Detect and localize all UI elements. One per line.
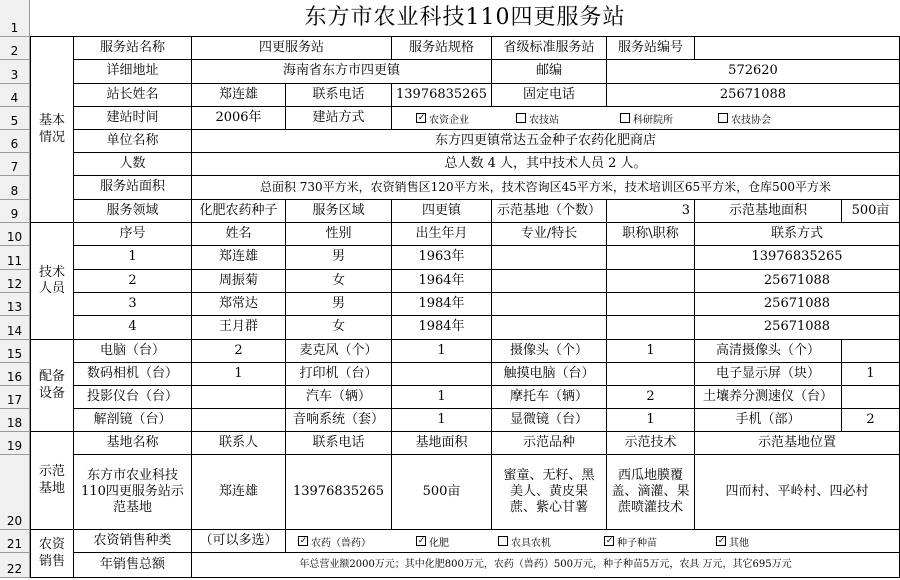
equip-label: 投影仪台（台） xyxy=(74,386,192,409)
demo-technique: 西瓜地膜覆盖、滴灌、果蔗喷灌技术 xyxy=(607,455,695,530)
sales-kind-option[interactable]: ✓ 种子种苗 xyxy=(604,534,657,548)
tech-cell: 郑常达 xyxy=(192,293,286,316)
row-number[interactable]: 5 xyxy=(0,107,30,130)
tech-cell: 4 xyxy=(74,316,192,340)
mode-option[interactable]: 农技站 xyxy=(516,111,559,125)
tech-cell xyxy=(607,316,695,340)
tech-cell: 1984年 xyxy=(392,316,492,340)
equip-value: 1 xyxy=(392,386,492,409)
checkbox[interactable] xyxy=(604,536,614,546)
station-name: 四更服务站 xyxy=(192,37,392,60)
sales-annual: 年总营业额2000万元；其中化肥800万元，农药（兽药）500万元，种子种苗5万元，农具 万元，其它695万元 xyxy=(192,553,900,578)
row-number[interactable]: 4 xyxy=(0,84,30,107)
row-number[interactable]: 10 xyxy=(0,223,30,246)
tech-cell xyxy=(492,293,607,316)
tech-header: 联系方式 xyxy=(695,223,900,246)
sales-multi: （可以多选） xyxy=(192,530,286,553)
tech-cell xyxy=(492,246,607,270)
landline-label: 固定电话 xyxy=(492,84,607,107)
tech-cell: 25671088 xyxy=(695,293,900,316)
landline: 25671088 xyxy=(607,84,900,107)
row-number[interactable]: 8 xyxy=(0,176,30,200)
tech-cell: 郑连雄 xyxy=(192,246,286,270)
section-demo: 示范 基地 xyxy=(30,432,74,530)
mode-label: 建站方式 xyxy=(286,107,392,130)
people: 总人数 4 人，其中技术人员 2 人。 xyxy=(192,153,900,176)
equip-label: 摩托车（辆） xyxy=(492,386,607,409)
demo-area-label: 示范基地面积 xyxy=(695,200,842,223)
checkbox[interactable] xyxy=(498,536,508,546)
field-label: 服务领域 xyxy=(74,200,192,223)
tech-cell: 2 xyxy=(74,270,192,293)
equip-value: 1 xyxy=(192,363,286,386)
sales-kind-option[interactable]: ✓ 农药（兽药） xyxy=(298,534,371,548)
demo-varieties: 蜜童、无籽、黑美人、黄皮果蔗、紫心甘薯 xyxy=(492,455,607,530)
row-number[interactable]: 15 xyxy=(0,340,30,363)
checkbox[interactable] xyxy=(298,536,308,546)
row-number[interactable]: 3 xyxy=(0,60,30,84)
row-number[interactable]: 22 xyxy=(0,553,30,578)
sales-kind-options xyxy=(286,530,900,553)
tech-cell: 25671088 xyxy=(695,316,900,340)
sales-kind-option[interactable]: ✓ 化肥 xyxy=(416,534,449,548)
phone-label: 联系电话 xyxy=(286,84,392,107)
postcode-label: 邮编 xyxy=(492,60,607,84)
mode-option[interactable]: 科研院所 xyxy=(620,111,673,125)
checkbox[interactable] xyxy=(620,113,630,123)
phone: 13976835265 xyxy=(392,84,492,107)
row-number[interactable]: 20 xyxy=(0,455,30,530)
tech-cell: 3 xyxy=(74,293,192,316)
row-number[interactable]: 2 xyxy=(0,37,30,60)
tech-header: 性别 xyxy=(286,223,392,246)
address-label: 详细地址 xyxy=(74,60,192,84)
demo-header: 联系人 xyxy=(192,432,286,455)
row-number[interactable]: 17 xyxy=(0,386,30,409)
sheet-title: 东方市农业科技110四更服务站 xyxy=(30,0,900,37)
demo-area-value: 500亩 xyxy=(392,455,492,530)
row-number[interactable]: 21 xyxy=(0,530,30,553)
tech-header: 出生年月 xyxy=(392,223,492,246)
row-number[interactable]: 13 xyxy=(0,293,30,316)
equip-value: 1 xyxy=(842,363,900,386)
area: 总面积 730平方米，农资销售区120平方米，技术咨询区45平方米，技术培训区65平方米，仓库500平方米 xyxy=(192,176,900,200)
demo-count-label: 示范基地（个数） xyxy=(492,200,607,223)
sales-kind-label: 农资销售种类 xyxy=(74,530,192,553)
equip-value: 2 xyxy=(842,409,900,432)
equip-label: 手机（部） xyxy=(695,409,842,432)
equip-value xyxy=(842,386,900,409)
row-number[interactable]: 16 xyxy=(0,363,30,386)
equip-label: 电子显示屏（块） xyxy=(695,363,842,386)
equip-value xyxy=(392,363,492,386)
station-spec: 省级标准服务站 xyxy=(492,37,607,60)
equip-label: 土壤养分测速仪（台） xyxy=(695,386,842,409)
founded: 2006年 xyxy=(192,107,286,130)
unit: 东方四更镇常达五金种子农药化肥商店 xyxy=(192,130,900,153)
sales-kind-option[interactable]: 农具农机 xyxy=(498,534,551,548)
checkbox[interactable] xyxy=(416,113,426,123)
section-sales: 农资 销售 xyxy=(30,530,74,578)
tech-cell xyxy=(492,270,607,293)
founded-label: 建站时间 xyxy=(74,107,192,130)
equip-label: 触摸电脑（台） xyxy=(492,363,607,386)
tech-header: 职称\职称 xyxy=(607,223,695,246)
tech-cell: 男 xyxy=(286,246,392,270)
demo-header: 联系电话 xyxy=(286,432,392,455)
row-number[interactable]: 1 xyxy=(0,0,30,37)
tech-cell: 1963年 xyxy=(392,246,492,270)
tech-header: 序号 xyxy=(74,223,192,246)
equip-value: 1 xyxy=(392,340,492,363)
tech-cell: 女 xyxy=(286,270,392,293)
tech-cell: 1964年 xyxy=(392,270,492,293)
equip-label: 打印机（台） xyxy=(286,363,392,386)
tech-cell: 周振菊 xyxy=(192,270,286,293)
equip-label: 音响系统（套） xyxy=(286,409,392,432)
station-no-label: 服务站编号 xyxy=(607,37,695,60)
checkbox[interactable] xyxy=(516,113,526,123)
sales-annual-label: 年销售总额 xyxy=(74,553,192,578)
area-label: 服务站面积 xyxy=(74,176,192,200)
equip-label: 解剖镜（台） xyxy=(74,409,192,432)
field: 化肥农药种子 xyxy=(192,200,286,223)
tech-cell: 13976835265 xyxy=(695,246,900,270)
equip-label: 数码相机（台） xyxy=(74,363,192,386)
mode-option[interactable]: 农技协会 xyxy=(718,111,771,125)
demo-area: 500亩 xyxy=(842,200,900,223)
demo-header: 基地名称 xyxy=(74,432,192,455)
demo-location: 四而村、平岭村、四必村 xyxy=(695,455,900,530)
row-number[interactable]: 18 xyxy=(0,409,30,432)
equip-label: 高清摄像头（个） xyxy=(695,340,842,363)
demo-header: 示范品种 xyxy=(492,432,607,455)
tech-header: 姓名 xyxy=(192,223,286,246)
tech-cell: 男 xyxy=(286,293,392,316)
tech-cell: 1 xyxy=(74,246,192,270)
region: 四更镇 xyxy=(392,200,492,223)
demo-contact: 郑连雄 xyxy=(192,455,286,530)
row-number[interactable]: 6 xyxy=(0,130,30,153)
tech-header: 专业/特长 xyxy=(492,223,607,246)
tech-cell xyxy=(492,316,607,340)
equip-value: 2 xyxy=(607,386,695,409)
equip-label: 摄像头（个） xyxy=(492,340,607,363)
sales-kind-option[interactable]: ✓ 其他 xyxy=(716,534,749,548)
row-number[interactable]: 7 xyxy=(0,153,30,176)
equip-label: 显微镜（台） xyxy=(492,409,607,432)
manager-label: 站长姓名 xyxy=(74,84,192,107)
tech-cell xyxy=(607,246,695,270)
postcode: 572620 xyxy=(607,60,900,84)
demo-header: 示范技术 xyxy=(607,432,695,455)
checkbox[interactable] xyxy=(716,536,726,546)
demo-phone: 13976835265 xyxy=(286,455,392,530)
checkbox[interactable] xyxy=(718,113,728,123)
section-equip: 配备 设备 xyxy=(30,340,74,432)
equip-value: 1 xyxy=(607,340,695,363)
tech-cell: 25671088 xyxy=(695,270,900,293)
tech-cell: 1984年 xyxy=(392,293,492,316)
station-spec-label: 服务站规格 xyxy=(392,37,492,60)
station-name-label: 服务站名称 xyxy=(74,37,192,60)
tech-cell: 女 xyxy=(286,316,392,340)
address: 海南省东方市四更镇 xyxy=(192,60,492,84)
station-no xyxy=(695,37,900,60)
equip-value xyxy=(192,409,286,432)
people-label: 人数 xyxy=(74,153,192,176)
equip-value: 1 xyxy=(392,409,492,432)
row-number[interactable]: 12 xyxy=(0,270,30,293)
equip-value xyxy=(192,386,286,409)
tech-cell xyxy=(607,293,695,316)
demo-count: 3 xyxy=(607,200,695,223)
section-tech: 技术 人员 xyxy=(30,223,74,340)
section-basic: 基本 情况 xyxy=(30,37,74,223)
equip-value xyxy=(607,363,695,386)
row-number[interactable]: 9 xyxy=(0,200,30,223)
manager: 郑连雄 xyxy=(192,84,286,107)
region-label: 服务区域 xyxy=(286,200,392,223)
tech-cell: 王月群 xyxy=(192,316,286,340)
demo-header: 示范基地位置 xyxy=(695,432,900,455)
demo-name: 东方市农业科技110四更服务站示范基地 xyxy=(74,455,192,530)
checkbox[interactable] xyxy=(416,536,426,546)
unit-label: 单位名称 xyxy=(74,130,192,153)
equip-value: 2 xyxy=(192,340,286,363)
equip-value: 1 xyxy=(607,409,695,432)
row-number[interactable]: 11 xyxy=(0,246,30,270)
row-number[interactable]: 14 xyxy=(0,316,30,340)
row-number[interactable]: 19 xyxy=(0,432,30,455)
equip-label: 麦克风（个） xyxy=(286,340,392,363)
equip-label: 电脑（台） xyxy=(74,340,192,363)
equip-value xyxy=(842,340,900,363)
mode-option[interactable]: ✓ 农资企业 xyxy=(416,111,469,125)
demo-header: 基地面积 xyxy=(392,432,492,455)
tech-cell xyxy=(607,270,695,293)
equip-label: 汽车（辆） xyxy=(286,386,392,409)
